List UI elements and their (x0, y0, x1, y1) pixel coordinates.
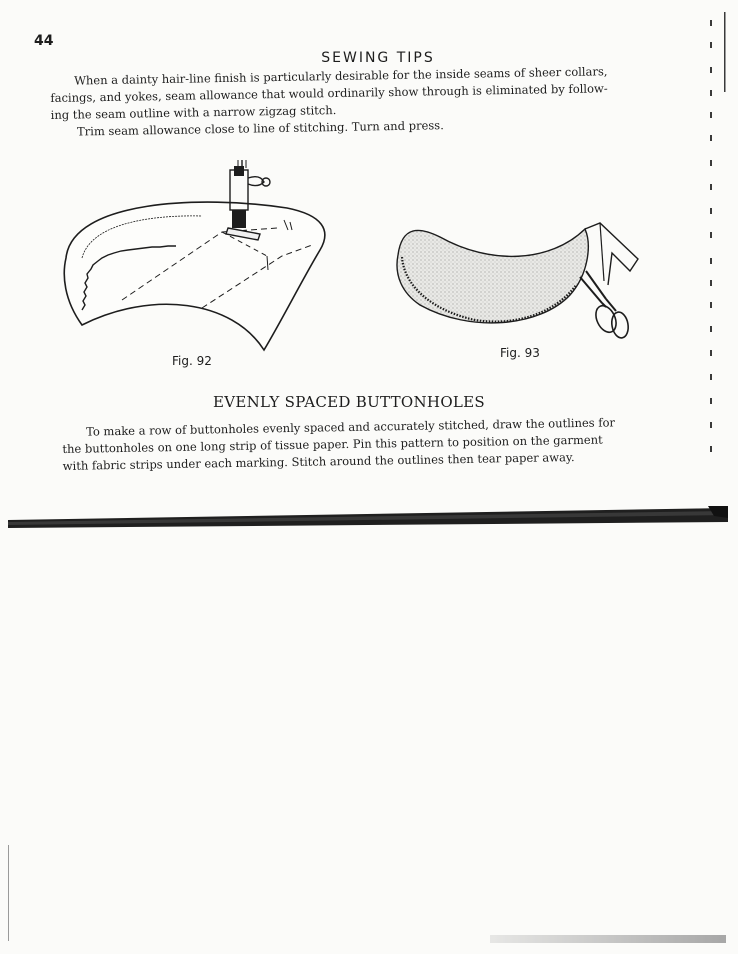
paragraph-line: facings, and yokes, seam allowance that would ordinarily show through is eliminated by follow- (50, 81, 608, 105)
fig-92-illustration (52, 160, 332, 360)
sewing-tips-paragraph (50, 62, 666, 141)
figure-caption: Fig. 92 (172, 354, 212, 368)
paragraph-line: ing the seam outline with a narrow zigzag stitch. (50, 103, 337, 122)
section-heading-buttonholes: EVENLY SPACED BUTTONHOLES (212, 393, 485, 411)
figure-caption: Fig. 93 (500, 346, 540, 360)
fig-93-illustration (380, 215, 650, 345)
paragraph-line: Trim seam allowance close to line of stitching. Turn and press. (76, 118, 444, 139)
paragraph-line: with fabric strips under each marking. Stitch around the outlines then tear paper away. (62, 450, 575, 473)
scan-left-edge (8, 845, 9, 941)
scan-margin-marks (708, 12, 728, 472)
scan-bottom-shade (490, 935, 726, 943)
section-heading-sewing-tips: SEWING TIPS (321, 50, 435, 66)
buttonholes-paragraph (62, 413, 675, 475)
paragraph-line: the buttonholes on one long strip of tissue paper. Pin this pattern to position on the garment (62, 432, 603, 456)
page-number: 44 (34, 33, 54, 49)
paragraph-line: When a dainty hair-line finish is particularly desirable for the inside seams of sheer collars, (74, 64, 608, 88)
paragraph-line: To make a row of buttonholes evenly spaced and accurately stitched, draw the outlines for (86, 415, 616, 439)
scan-edge-strip (8, 506, 728, 528)
